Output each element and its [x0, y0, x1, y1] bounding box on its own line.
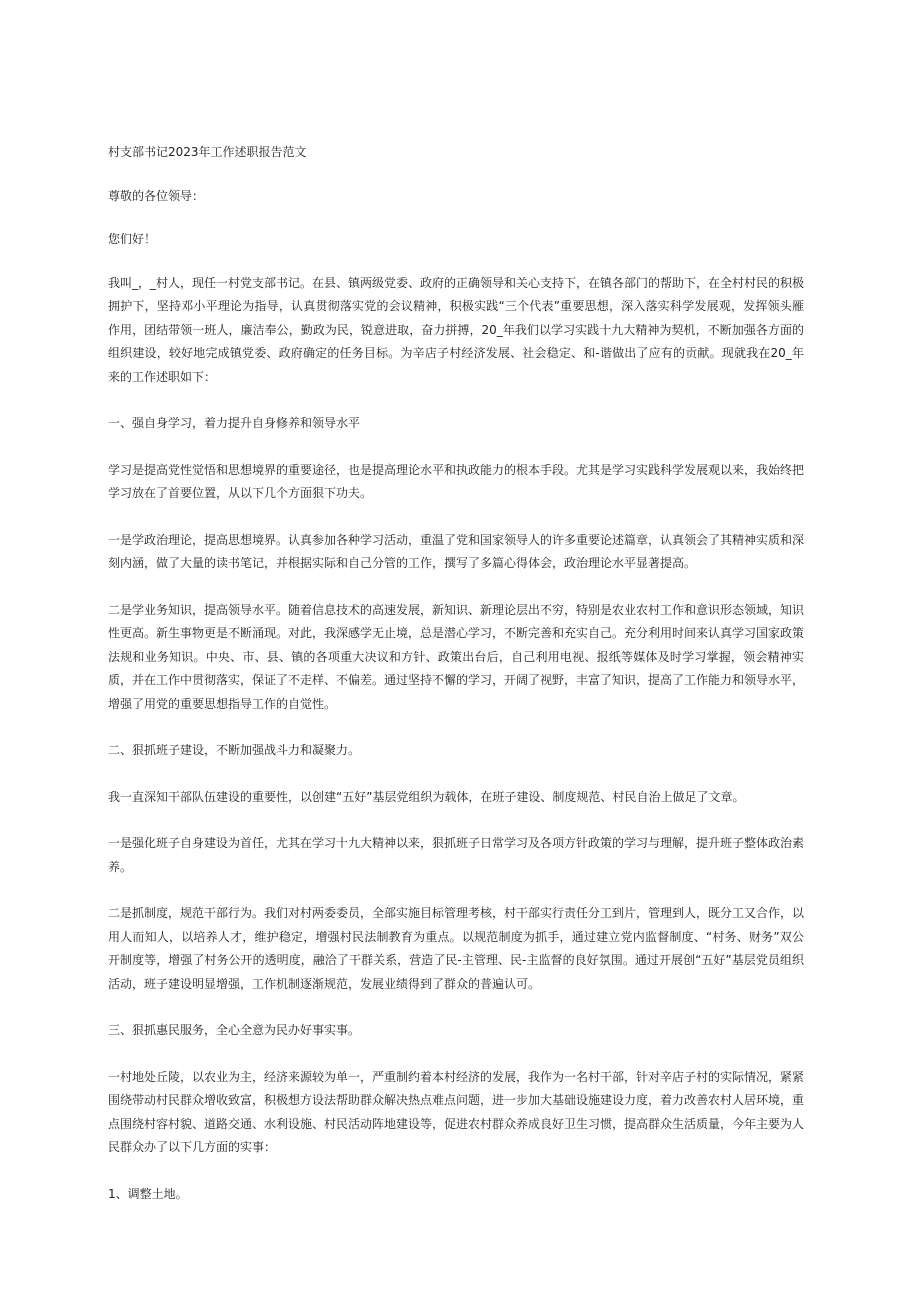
greeting: 您们好！	[108, 232, 157, 246]
document-body	[108, 141, 804, 1229]
paragraph: 二是学业务知识，提高领导水平。随着信息技术的高速发展，新知识、新理论层出不穷，特别是农业农村工作和意识形态领域，知识性更高。新生事物更是不断涌现。对此，我深感学无止境，总是潜心学习，不断完善和充实自己。充分利用时间来认真学习国家政策法规和业务知识。中央、市、县、镇的各项重大决议和方针、政策出台后，自己利用电视、报纸等媒体及时学习掌握，领会精神实质，并在工作中贯彻落实，保证了不走样、不偏差。通过坚持不懈的学习，开阔了视野，丰富了知识，提高了工作能力和领导水平，增强了用党的重要思想指导工作的自觉性。	[108, 602, 805, 711]
paragraph: 二是抓制度，规范干部行为。我们对村两委委员，全部实施目标管理考核，村干部实行责任分工到片，管理到人，既分工又合作，以用人而知人，以培养人才，维护稳定，增强村民法制教育为重点。以规范制度为抓手，通过建立党内监督制度、“村务、财务”双公开制度等，增强了村务公开的透明度，融洽了干群关系，营造了民-主管理、民-主监督的良好氛围。通过开展创“五好”基层党员组织活动，班子建设明显增强，工作机制逐渐规范，发展业绩得到了群众的普遍认可。	[108, 906, 805, 991]
document-title: 村支部书记2023年工作述职报告范文	[108, 145, 307, 159]
section-heading-3: 三、狠抓惠民服务，全心全意为民办好事实事。	[108, 1023, 361, 1037]
salutation: 尊敬的各位领导：	[108, 188, 205, 203]
paragraph: 学习是提高党性觉悟和思想境界的重要途径，也是提高理论水平和执政能力的根本手段。尤其是学习实践科学发展观以来，我始终把学习放在了首要位置，从以下几个方面狠下功夫。	[108, 462, 805, 500]
list-item: 1、调整土地。	[108, 1186, 188, 1201]
paragraph: 一村地处丘陵，以农业为主，经济来源较为单一，严重制约着本村经济的发展，我作为一名村干部，针对辛店子村的实际情况，紧紧围绕带动村民群众增收致富，积极想方设法帮助群众解决热点难点问题，进一步加大基础设施建设力度，着力改善农村人居环境，重点围绕村容村貌、道路交通、水利设施、村民活动阵地建设等，促进农村群众养成良好卫生习惯，提高群众生活质量，今年主要为人民群众办了以下几方面的实事：	[108, 1069, 805, 1154]
paragraph-intro: 我叫_，_村人，现任一村党支部书记。在县、镇两级党委、政府的正确领导和关心支持下，在镇各部门的帮助下，在全村村民的积极拥护下，坚持邓小平理论为指导，认真贯彻落实党的会议精神，积极实践“三个代表”重要思想，深入落实科学发展观，发挥领头雁作用，团结带领一班人，廉洁奉公，勤政为民，锐意进取，奋力拼搏，20_年我们以学习实践十九大精神为契机，不断加强各方面的组织建设，较好地完成镇党委、政府确定的任务目标。为辛店子村经济发展、社会稳定、和-谐做出了应有的贡献。现就我在20_年来的工作述职如下：	[108, 275, 805, 384]
paragraph: 一是学政治理论，提高思想境界。认真参加各种学习活动，重温了党和国家领导人的许多重要论述篇章，认真领会了其精神实质和深刻内涵，做了大量的读书笔记，并根据实际和自己分管的工作，撰写了多篇心得体会，政治理论水平显著提高。	[108, 532, 805, 570]
section-heading-2: 二、狠抓班子建设，不断加强战斗力和凝聚力。	[108, 743, 361, 757]
section-heading-1: 一、强自身学习，着力提升自身修养和领导水平	[108, 416, 361, 430]
paragraph: 一是强化班子自身建设为首任，尤其在学习十九大精神以来，狠抓班子日常学习及各项方针政策的学习与理解，提升班子整体政治素养。	[108, 836, 805, 874]
paragraph: 我一直深知干部队伍建设的重要性，以创建“五好”基层党组织为载体，在班子建设、制度规范、村民自治上做足了文章。	[108, 789, 745, 804]
